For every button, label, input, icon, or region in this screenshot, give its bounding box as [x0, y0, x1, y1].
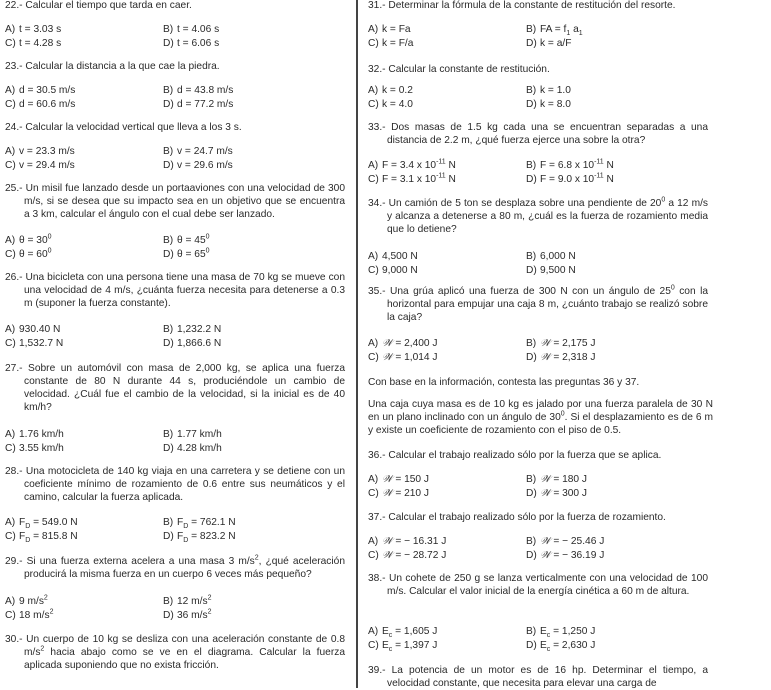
option-letter: A)	[368, 24, 379, 35]
superscript: 2	[40, 645, 45, 653]
answer-option[interactable]	[163, 530, 236, 543]
question-text: 39.- La potencia de un motor es de 16 hp. Determinar el tiempo, a velocidad constante, que necesita para elevar una carga de	[368, 665, 708, 689]
option-letter: C)	[5, 38, 16, 49]
question-q28	[5, 465, 345, 504]
option-letter: D)	[526, 38, 537, 49]
option-value: k = 1.0	[540, 85, 571, 96]
work-symbol: 𝒲	[382, 488, 393, 499]
work-symbol: 𝒲	[540, 536, 551, 547]
option-letter: A)	[5, 24, 16, 35]
option-letter: D)	[526, 265, 537, 276]
option-letter: D)	[526, 488, 537, 499]
question-q27	[5, 362, 345, 414]
answer-option[interactable]	[368, 535, 446, 548]
answer-option[interactable]	[526, 84, 571, 97]
option-letter: C)	[368, 265, 379, 276]
answer-option[interactable]	[5, 609, 53, 622]
option-letter: D)	[526, 352, 537, 363]
question-text: 22.- Calcular el tiempo que tarda en caer.	[5, 0, 192, 11]
option-letter: A)	[368, 85, 379, 96]
answer-option[interactable]	[368, 250, 418, 263]
answer-option[interactable]	[368, 473, 429, 486]
option-letter: C)	[368, 640, 379, 651]
option-value: k = a/F	[540, 38, 572, 49]
answer-option[interactable]	[5, 23, 61, 36]
answer-option[interactable]	[368, 351, 438, 364]
answer-option[interactable]	[5, 159, 75, 172]
answer-option[interactable]	[163, 248, 210, 261]
option-letter: B)	[526, 24, 537, 35]
answer-option[interactable]	[368, 549, 446, 562]
answer-option[interactable]	[163, 595, 211, 608]
option-value: FA = $f_1$ $a_1$	[540, 24, 583, 38]
question-q29	[5, 555, 345, 581]
option-letter: D)	[163, 38, 174, 49]
option-value: $E_c = 2,630$ J	[540, 640, 596, 654]
answer-option[interactable]	[526, 264, 576, 277]
option-letter: A)	[368, 536, 379, 547]
question-q30	[5, 633, 345, 672]
work-symbol: 𝒲	[382, 338, 393, 349]
question-text: 32.- Calcular la constante de restitución.	[368, 64, 550, 75]
question-text: 37.- Calcular el trabajo realizado sólo por la fuerza de rozamiento.	[368, 512, 666, 523]
option-letter: A)	[368, 626, 379, 637]
option-value: 1.77 km/h	[177, 429, 222, 440]
question-q37	[368, 511, 708, 524]
answer-option[interactable]	[526, 23, 583, 36]
question-q22	[5, 0, 345, 12]
question-q34	[368, 197, 708, 236]
option-value: 𝒲 = 150 J	[382, 474, 430, 485]
option-value: 𝒲 = 2,175 J	[540, 338, 596, 349]
option-value: 3.55 km/h	[19, 443, 64, 454]
option-value: d = 77.2 m/s	[177, 99, 234, 110]
question-q35	[368, 285, 708, 324]
answer-option[interactable]	[368, 98, 413, 111]
option-value: 9,500 N	[540, 265, 576, 276]
option-value: F = 3.4 x $10^{-11}$ N	[382, 158, 456, 171]
option-value: F = 3.1 x $10^{-11}$ N	[382, 172, 456, 185]
option-value: 6,000 N	[540, 251, 576, 262]
option-value: $F_D = 762.1$ N	[177, 517, 236, 531]
option-value: 1.76 km/h	[19, 429, 64, 440]
option-letter: B)	[163, 596, 174, 607]
option-letter: C)	[5, 531, 16, 542]
option-value: $F_D = 815.8$ N	[19, 531, 78, 545]
info-paragraph: Con base en la información, contesta las preguntas 36 y 37.	[368, 377, 640, 388]
answer-option[interactable]	[526, 98, 571, 111]
question-text: 27.- Sobre un automóvil con masa de 2,000 kg, se aplica una fuerza constante de 80 N durante 44 s, produciéndole un cambio de velocidad. ¿Cuál fue el cambio de la velocidad, si la inicial es de 40 km/h?	[5, 363, 345, 413]
problem-statement: Una caja cuya masa es de 10 kg es jalado por una fuerza paralela de 30 N en un plano inclinado con un ángulo de $30^0$. Si el desplazamiento es de 6 m y existe un coeficiente de rozamiento con el piso de 0.5.	[368, 399, 713, 436]
option-value: 1,532.7 N	[19, 338, 64, 349]
answer-option[interactable]	[5, 595, 48, 608]
question-text: 23.- Calcular la distancia a la que cae la piedra.	[5, 61, 220, 72]
answer-option[interactable]	[163, 442, 222, 455]
option-value: 9 $m/s^2$	[19, 594, 48, 607]
answer-option[interactable]	[526, 639, 595, 652]
answer-option[interactable]	[163, 516, 236, 529]
answer-option[interactable]	[526, 173, 614, 186]
answer-option[interactable]	[5, 248, 52, 261]
option-letter: C)	[368, 550, 379, 561]
option-value: 𝒲 = 300 J	[540, 488, 588, 499]
answer-option[interactable]	[368, 173, 456, 186]
option-letter: C)	[368, 99, 379, 110]
option-letter: D)	[163, 610, 174, 621]
question-text: 25.- Un misil fue lanzado desde un portaaviones con una velocidad de 300 m/s, si se desea que su impacto sea en un objetivo que se encuentra a 3 km, calcular el ángulo con el cual debe ser lanzado.	[5, 183, 345, 220]
option-value: 1,232.2 N	[177, 324, 222, 335]
option-letter: B)	[526, 160, 537, 171]
question-text: 35.- Una grúa aplicó una fuerza de 300 N con un ángulo de $25^0$ con la horizontal para empujar una caja 8 m, ¿cuánto trabajo se realizó sobre la caja?	[368, 284, 708, 323]
option-value: $\theta = 60^0$	[19, 247, 52, 260]
answer-option[interactable]	[368, 639, 437, 652]
question-q33	[368, 121, 708, 147]
answer-option[interactable]	[5, 37, 61, 50]
option-letter: A)	[5, 324, 16, 335]
answer-option[interactable]	[368, 37, 413, 50]
option-value: k = 8.0	[540, 99, 571, 110]
answer-option[interactable]	[163, 23, 219, 36]
work-symbol: 𝒲	[540, 488, 551, 499]
option-value: t = 6.06 s	[177, 38, 220, 49]
superscript: 0	[670, 284, 675, 292]
answer-option[interactable]	[526, 337, 596, 350]
option-letter: D)	[163, 99, 174, 110]
option-value: d = 43.8 m/s	[177, 85, 234, 96]
question-text: 24.- Calcular la velocidad vertical que lleva a los 3 s.	[5, 122, 242, 133]
question-q26	[5, 271, 345, 310]
option-value: d = 30.5 m/s	[19, 85, 76, 96]
option-letter: B)	[163, 429, 174, 440]
option-value: 1,866.6 N	[177, 338, 222, 349]
question-q24	[5, 121, 345, 134]
option-letter: B)	[163, 517, 174, 528]
option-value: $E_c = 1,250$ J	[540, 626, 596, 640]
work-symbol: 𝒲	[382, 550, 393, 561]
option-value: 𝒲 = − 16.31 J	[382, 536, 447, 547]
answer-option[interactable]	[526, 487, 587, 500]
answer-option[interactable]	[163, 84, 233, 97]
answer-option[interactable]	[368, 487, 429, 500]
answer-option[interactable]	[5, 84, 75, 97]
answer-option[interactable]	[5, 145, 75, 158]
option-letter: C)	[368, 352, 379, 363]
option-letter: C)	[5, 338, 16, 349]
option-value: v = 23.3 m/s	[19, 146, 75, 157]
question-text: 36.- Calcular el trabajo realizado sólo por la fuerza que se aplica.	[368, 450, 662, 461]
option-value: 𝒲 = 210 J	[382, 488, 430, 499]
answer-option[interactable]	[5, 323, 60, 336]
answer-option[interactable]	[526, 250, 576, 263]
answer-option[interactable]	[526, 159, 614, 172]
option-letter: A)	[5, 146, 16, 157]
option-value: $F_D = 823.2$ N	[177, 531, 236, 545]
option-value: v = 29.4 m/s	[19, 160, 75, 171]
work-symbol: 𝒲	[382, 536, 393, 547]
answer-option[interactable]	[163, 337, 221, 350]
option-letter: D)	[163, 443, 174, 454]
option-letter: B)	[526, 85, 537, 96]
option-value: v = 29.6 m/s	[177, 160, 233, 171]
option-value: 𝒲 = − 25.46 J	[540, 536, 605, 547]
answer-option[interactable]	[5, 442, 64, 455]
question-q38	[368, 572, 708, 598]
question-text: 28.- Una motocicleta de 140 kg viaja en una carretera y se detiene con un coeficiente mínimo de rozamiento de 0.6 entre sus neumáticos y el camino, calcular la fuerza aplicada.	[5, 466, 345, 503]
work-symbol: 𝒲	[540, 474, 551, 485]
work-symbol: 𝒲	[540, 550, 551, 561]
option-letter: A)	[368, 251, 379, 262]
question-q39	[368, 664, 708, 690]
answer-option[interactable]	[163, 145, 233, 158]
option-letter: B)	[163, 324, 174, 335]
option-value: 𝒲 = − 36.19 J	[540, 550, 605, 561]
answer-option[interactable]	[5, 530, 78, 543]
work-symbol: 𝒲	[382, 352, 393, 363]
option-value: $\theta = 65^0$	[177, 247, 210, 260]
answer-option[interactable]	[163, 323, 221, 336]
answer-option[interactable]	[526, 473, 587, 486]
option-letter: B)	[526, 536, 537, 547]
option-letter: B)	[163, 85, 174, 96]
answer-option[interactable]	[526, 351, 596, 364]
column-divider	[356, 0, 358, 688]
question-text: 38.- Un cohete de 250 g se lanza verticalmente con una velocidad de 100 m/s. Calcular el valor inicial de la energía cinética a 60 m de altura.	[368, 573, 708, 597]
option-letter: A)	[5, 596, 16, 607]
option-letter: B)	[163, 146, 174, 157]
option-letter: D)	[163, 531, 174, 542]
option-letter: A)	[368, 338, 379, 349]
option-value: 𝒲 = 1,014 J	[382, 352, 438, 363]
option-letter: C)	[368, 174, 379, 185]
option-value: 4,500 N	[382, 251, 418, 262]
question-q25	[5, 182, 345, 221]
option-letter: D)	[163, 338, 174, 349]
option-value: 𝒲 = − 28.72 J	[382, 550, 447, 561]
option-letter: A)	[5, 429, 16, 440]
option-letter: A)	[368, 160, 379, 171]
option-letter: C)	[5, 160, 16, 171]
option-letter: D)	[163, 160, 174, 171]
option-value: d = 60.6 m/s	[19, 99, 76, 110]
option-letter: D)	[163, 249, 174, 260]
option-value: 12 $m/s^2$	[177, 594, 212, 607]
answer-option[interactable]	[368, 264, 418, 277]
question-text: 31.- Determinar la fórmula de la constante de restitución del resorte.	[368, 0, 676, 11]
option-value: 𝒲 = 2,318 J	[540, 352, 596, 363]
answer-option[interactable]	[368, 23, 411, 36]
option-value: 𝒲 = 180 J	[540, 474, 588, 485]
option-value: F = 9.0 x $10^{-11}$ N	[540, 172, 614, 185]
answer-option[interactable]	[526, 37, 571, 50]
answer-option[interactable]	[5, 98, 75, 111]
option-value: 18 $m/s^2$	[19, 608, 54, 621]
option-letter: C)	[5, 610, 16, 621]
option-value: 36 $m/s^2$	[177, 608, 212, 621]
work-symbol: 𝒲	[540, 352, 551, 363]
question-q31	[368, 0, 708, 12]
option-letter: C)	[368, 488, 379, 499]
question-text: 30.- Un cuerpo de 10 kg se desliza con una aceleración constante de 0.8 $m/s^2$ hacia abajo como se ve en el diagrama. Calcular la fuerza aplicada suponiendo que no exista fricción.	[5, 634, 345, 671]
option-value: $F_D = 549.0$ N	[19, 517, 78, 531]
option-value: 930.40 N	[19, 324, 61, 335]
option-letter: A)	[5, 517, 16, 528]
question-text: 33.- Dos masas de 1.5 kg cada una se encuentran separadas a una distancia de 2.2 m, ¿qué fuerza ejerce una sobre la otra?	[368, 122, 708, 146]
question-q32	[368, 63, 708, 76]
option-letter: D)	[526, 550, 537, 561]
answer-option[interactable]	[163, 609, 211, 622]
answer-option[interactable]	[368, 337, 438, 350]
superscript: 0	[560, 410, 565, 418]
option-value: k = 4.0	[382, 99, 413, 110]
option-value: $\theta = 45^0$	[177, 233, 210, 246]
answer-option[interactable]	[163, 37, 219, 50]
option-letter: A)	[5, 235, 16, 246]
option-value: $E_c = 1,605$ J	[382, 626, 438, 640]
option-letter: D)	[526, 640, 537, 651]
option-letter: B)	[526, 338, 537, 349]
option-letter: B)	[163, 24, 174, 35]
answer-option[interactable]	[5, 234, 52, 247]
option-letter: D)	[526, 174, 537, 185]
superscript: 0	[661, 196, 666, 204]
option-letter: C)	[368, 38, 379, 49]
option-value: F = 6.8 x $10^{-11}$ N	[540, 158, 614, 171]
option-value: k = Fa	[382, 24, 411, 35]
answer-option[interactable]	[526, 625, 595, 638]
option-value: k = 0.2	[382, 85, 413, 96]
answer-option[interactable]	[5, 428, 64, 441]
superscript: 2	[254, 554, 259, 562]
answer-option[interactable]	[526, 535, 604, 548]
option-value: t = 4.28 s	[19, 38, 62, 49]
option-letter: C)	[5, 443, 16, 454]
question-text: 34.- Un camión de 5 ton se desplaza sobre una pendiente de $20^0$ a 12 m/s y alcanza a detenerse a 80 m, ¿cuál es la fuerza de rozamiento media que lo detiene?	[368, 196, 708, 235]
option-letter: C)	[5, 249, 16, 260]
option-value: t = 3.03 s	[19, 24, 62, 35]
option-value: t = 4.06 s	[177, 24, 220, 35]
option-value: $E_c = 1,397$ J	[382, 640, 438, 654]
option-letter: A)	[5, 85, 16, 96]
option-value: 𝒲 = 2,400 J	[382, 338, 438, 349]
option-value: 9,000 N	[382, 265, 418, 276]
option-letter: B)	[526, 251, 537, 262]
option-value: $\theta = 30^0$	[19, 233, 52, 246]
work-symbol: 𝒲	[540, 338, 551, 349]
option-value: v = 24.7 m/s	[177, 146, 233, 157]
answer-option[interactable]	[368, 84, 413, 97]
option-letter: D)	[526, 99, 537, 110]
option-letter: B)	[526, 474, 537, 485]
question-text: 26.- Una bicicleta con una persona tiene una masa de 70 kg se mueve con una velocidad de 4 m/s, ¿cuánta fuerza necesita para detenerse a 0.3 m (suponer la fuerza constante).	[5, 272, 345, 309]
option-value: 4.28 km/h	[177, 443, 222, 454]
answer-option[interactable]	[163, 234, 210, 247]
answer-option[interactable]	[163, 428, 222, 441]
option-value: k = F/a	[382, 38, 414, 49]
option-letter: B)	[526, 626, 537, 637]
option-letter: C)	[5, 99, 16, 110]
answer-option[interactable]	[526, 549, 604, 562]
answer-option[interactable]	[163, 98, 233, 111]
work-symbol: 𝒲	[382, 474, 393, 485]
option-letter: A)	[368, 474, 379, 485]
option-letter: B)	[163, 235, 174, 246]
question-text: 29.- Si una fuerza externa acelera a una masa 3 $m/s^2$, ¿qué aceleración producirá la misma fuerza en un cuerpo 6 veces más pequeño?	[5, 554, 345, 580]
answer-option[interactable]	[5, 516, 78, 529]
answer-option[interactable]	[368, 159, 456, 172]
question-q36	[368, 449, 708, 462]
answer-option[interactable]	[163, 159, 233, 172]
question-q23	[5, 60, 345, 73]
answer-option[interactable]	[5, 337, 63, 350]
answer-option[interactable]	[368, 625, 437, 638]
